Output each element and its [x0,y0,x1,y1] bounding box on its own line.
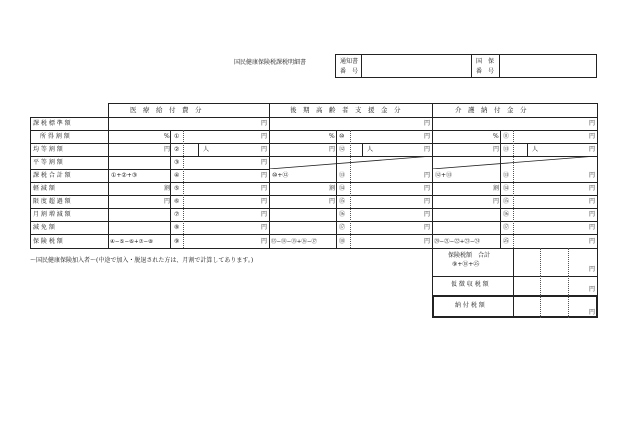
item-number: ⑩ [339,133,345,140]
item-number: ④ [174,172,180,179]
yen-unit: 円 [261,120,268,127]
item-number: ⑮ [339,198,346,205]
item-number: ⑱ [339,238,346,245]
notice-no-label-2: 番 号 [340,68,359,75]
item-number: ⑦ [174,211,180,218]
item-number: ㉕ [503,238,510,245]
item-number: ③ [174,159,180,166]
item-number: ⑬ [339,172,346,179]
item-number: ⑭ [339,185,346,192]
payment-label: 納 付 税 額 [455,302,485,309]
rate-unit: 割 [493,185,500,192]
person-unit: 人 [367,146,374,153]
header-elderly: 後 期 高 齢 者 支 援 金 分 [290,106,401,114]
yen-unit: 円 [589,198,596,205]
row-label: 保 険 税 額 [33,238,63,245]
yen-unit: 円 [589,238,596,245]
insurance-no-label-2: 番 号 [476,68,495,75]
document-title: 国民健康保険税課税明細書 [234,59,307,66]
formula: ⑩+⑫ [272,172,289,179]
row-label: 課 税 標 準 額 [33,120,71,127]
row-label: 月 割 増 減 額 [33,211,71,218]
row-label: 課 税 合 計 額 [33,172,71,179]
yen-unit: 円 [261,238,268,245]
na-slash [269,156,597,169]
yen-unit: 円 [164,198,171,205]
yen-unit: 円 [589,146,596,153]
item-number: ⑮ [503,198,510,205]
enrollee-note: 〜国民健康保険加入者〜(中途で加入・脱退された方は、月割で計算してあります。) [30,257,254,264]
item-number: ⑥ [174,198,180,205]
row-label: 減 免 額 [33,224,55,231]
yen-unit: 円 [589,133,596,140]
yen-unit: 円 [424,172,431,179]
notice-number-box [335,54,597,78]
yen-unit: 円 [589,224,596,231]
row-label: 所 得 割 額 [40,133,70,140]
yen-unit: 円 [424,133,431,140]
formula: ⑫+⑬ [435,172,453,179]
item-number: ⑫ [339,146,346,153]
yen-unit: 円 [164,146,171,153]
person-unit: 人 [532,146,539,153]
item-number: ⑬ [503,172,510,179]
yen-unit: 円 [261,185,268,192]
yen-unit: 円 [424,185,431,192]
yen-unit: 円 [261,211,268,218]
yen-unit: 円 [589,185,596,192]
yen-unit: 円 [329,146,336,153]
yen-unit: 円 [424,198,431,205]
rate-unit: 割 [329,185,336,192]
row-label: 軽 減 額 [33,185,55,192]
formula: ⑬−⑭−⑮+⑯−⑰ [271,239,317,245]
yen-unit: 円 [424,238,431,245]
item-number: ② [174,146,180,153]
yen-unit: 円 [261,198,268,205]
yen-unit: 円 [261,172,268,179]
yen-unit: 円 [424,211,431,218]
yen-unit: 円 [589,120,596,127]
notice-no-label: 通知書 [340,58,359,65]
item-number: ⑰ [503,224,510,231]
row-label: 限 度 超 過 額 [33,198,71,205]
yen-unit: 円 [261,224,268,231]
yen-unit: 円 [493,146,500,153]
yen-unit: 円 [424,224,431,231]
yen-unit: 円 [589,266,596,273]
rate-unit: 割 [164,185,171,192]
yen-unit: 円 [589,286,596,293]
collected-label: 仮 徴 収 税 額 [451,281,489,288]
item-number: ⑧ [174,224,180,231]
formula: ①+②+③ [111,172,138,179]
rate-unit: % [329,133,335,140]
row-label: 均 等 割 額 [33,146,63,153]
total-label: 保険税額 合計 [448,252,491,259]
yen-unit: 円 [493,198,500,205]
header-medical: 医 療 給 付 費 分 [130,106,202,114]
person-unit: 人 [203,146,210,153]
yen-unit: 円 [261,159,268,166]
yen-unit: 円 [589,172,596,179]
rate-unit: % [164,133,170,140]
item-number: ⑰ [339,224,346,231]
item-number: ⑤ [174,185,180,192]
yen-unit: 円 [329,198,336,205]
rate-unit: % [493,133,499,140]
insurance-no-label: 国 保 [476,58,495,65]
yen-unit: 円 [424,120,431,127]
yen-unit: 円 [589,211,596,218]
formula: ⑳−㉑−㉒+㉓−㉔ [434,239,480,245]
item-number: ⑯ [339,211,346,218]
item-number: ⑨ [174,238,180,245]
row-label: 平 等 割 額 [33,159,63,166]
yen-unit: 円 [589,309,596,316]
formula: ④−⑤−⑥+⑦−⑧ [110,239,154,245]
item-number: ⑬ [503,146,510,153]
yen-unit: 円 [424,146,431,153]
yen-unit: 円 [261,133,268,140]
item-number: ⑪ [503,133,510,140]
header-care: 介 護 納 付 金 分 [455,106,527,114]
item-number: ⑭ [503,185,510,192]
item-number: ① [174,133,180,140]
item-number: ⑯ [503,211,510,218]
yen-unit: 円 [261,146,268,153]
total-formula: ⑨+⑱+㉕ [452,261,480,268]
